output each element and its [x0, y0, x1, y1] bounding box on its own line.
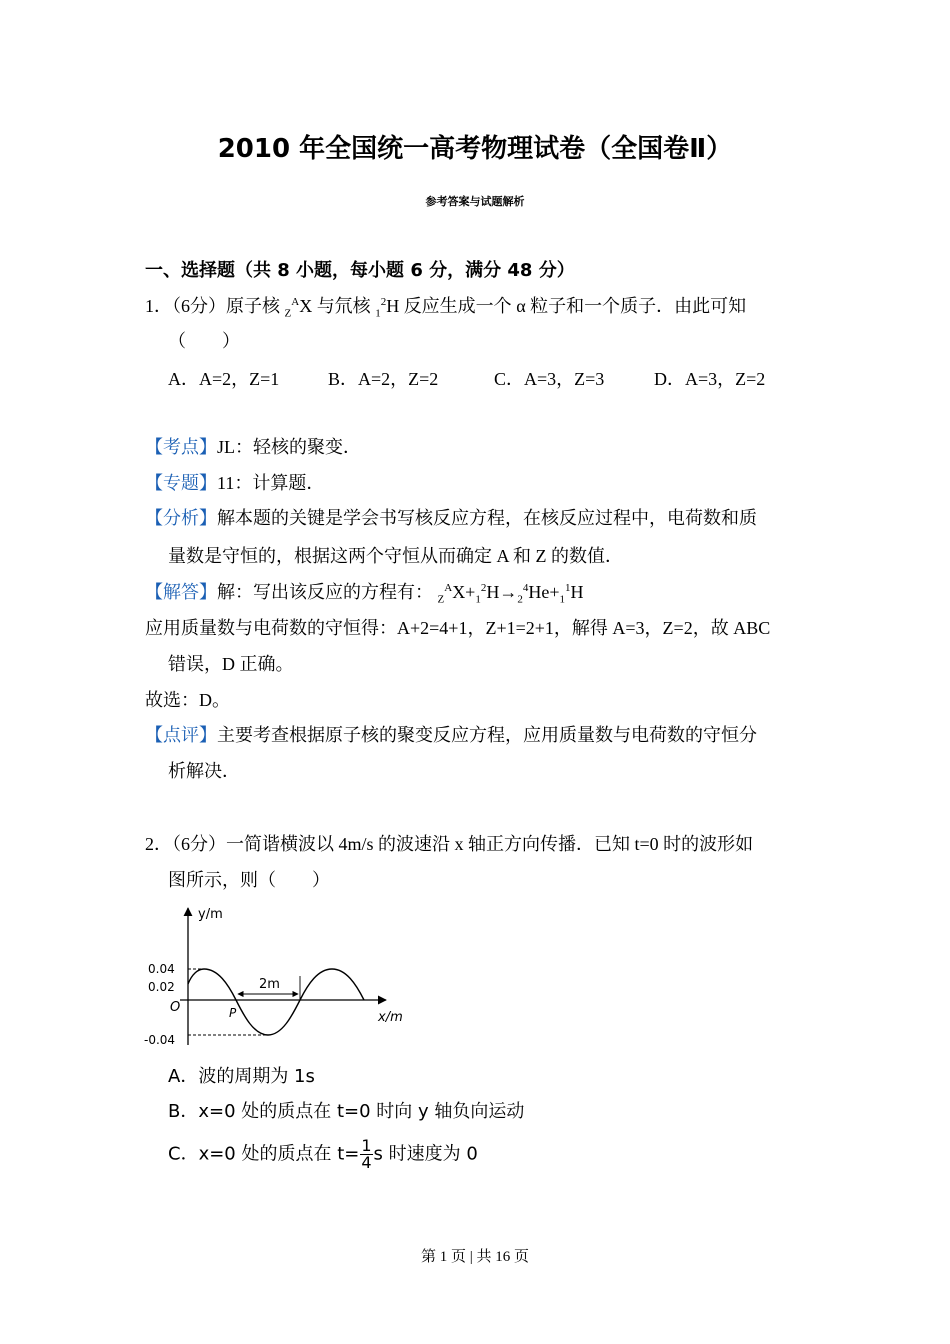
jieda-text: 解：写出该反应的方程有： — [217, 582, 433, 602]
y-tick-middle: 0.02 — [148, 980, 175, 994]
q2-stem-1: 2．（6分）一简谐横波以 4m/s 的波速沿 x 轴正方向传播．已知 t=0 时的波形如 — [145, 834, 754, 854]
zhuanti-text: 11：计算题． — [217, 473, 325, 493]
jieda-tag: 【解答】 — [145, 582, 217, 602]
final-choice: 故选：D。 — [145, 690, 230, 710]
q1-answer-blank: （ ） — [168, 331, 240, 352]
y-tick-upper: 0.04 — [148, 962, 175, 976]
reaction-equation: $_Z^AX+_1^2H\to_2^4He+_1^1H$ — [437, 582, 584, 606]
fenxi-text-2: 量数是守恒的，根据这两个守恒从而确定 A 和 Z 的数值． — [168, 546, 623, 566]
dianping-text-1: 主要考查根据原子核的聚变反应方程，应用质量数与电荷数的守恒分 — [217, 725, 757, 746]
section-heading: 一、选择题（共 8 小题，每小题 6 分，满分 48 分） — [145, 260, 575, 281]
dianping-text-2: 析解决． — [168, 761, 240, 782]
q1-option-a: A．A=2，Z=1 — [168, 369, 280, 389]
q1-stem: 1．（6分）原子核 $_Z^A$X 与氘核 $_1^2$H 反应生成一个 α 粒子和一个质子．由此可知 — [145, 296, 747, 320]
fenxi-row — [145, 507, 757, 531]
y-tick-lower: -0.04 — [144, 1033, 176, 1047]
zhuanti-row — [145, 471, 324, 496]
q2-option-a: A．波的周期为 1s — [168, 1066, 315, 1087]
dianping-row — [145, 724, 757, 748]
origin-label: O — [170, 1000, 181, 1015]
distance-label: 2m — [259, 977, 280, 992]
kaodian-row — [145, 435, 361, 460]
application-line-2: 错误，D 正确。 — [168, 654, 294, 674]
q2-option-c: C．x=0 处的质点在 t= $\frac{1}{4}$ s 时速度为 0 — [168, 1136, 478, 1172]
jieda-row — [145, 580, 583, 604]
wave-figure — [140, 900, 420, 1060]
q2-number: 2． — [145, 834, 172, 854]
q1-number: 1． — [145, 296, 172, 316]
document-title: 2010 年全国统一高考物理试卷（全国卷Ⅱ） — [217, 134, 733, 164]
q1-points: （6分） — [172, 296, 226, 316]
kaodian-tag: 【考点】 — [145, 437, 217, 458]
deuterium-symbol: $_1^2$H — [375, 296, 400, 320]
q2-stem-2: 图所示，则（ ） — [168, 870, 330, 891]
q1-option-d: D．A=3，Z=2 — [654, 369, 766, 389]
zhuanti-tag: 【专题】 — [145, 473, 217, 494]
application-line-1: 应用质量数与电荷数的守恒得：A+2=4+1，Z+1=2+1，解得 A=3，Z=2，故 ABC — [145, 618, 771, 638]
q1-option-c: C．A=3，Z=3 — [494, 369, 605, 389]
dianping-tag: 【点评】 — [145, 725, 217, 746]
fenxi-tag: 【分析】 — [145, 508, 217, 529]
point-p-label: P — [229, 1006, 237, 1020]
x-axis-label: x/m — [378, 1010, 403, 1025]
page-footer: 第 1 页 | 共 16 页 — [420, 1249, 529, 1265]
q2-points: （6分） — [172, 834, 226, 854]
nucleus-x: $_Z^A$X — [284, 296, 313, 320]
fenxi-text-1: 解本题的关键是学会书写核反应方程，在核反应过程中，电荷数和质 — [217, 508, 757, 529]
q2-option-b: B．x=0 处的质点在 t=0 时向 y 轴负向运动 — [168, 1101, 525, 1122]
y-axis-label: y/m — [198, 907, 223, 922]
q1-option-b: B．A=2，Z=2 — [328, 369, 439, 389]
fraction-one-quarter: $\frac{1}{4}$ — [361, 1136, 372, 1172]
document-subtitle: 参考答案与试题解析 — [425, 195, 525, 208]
kaodian-text: JL：轻核的聚变． — [217, 437, 361, 457]
